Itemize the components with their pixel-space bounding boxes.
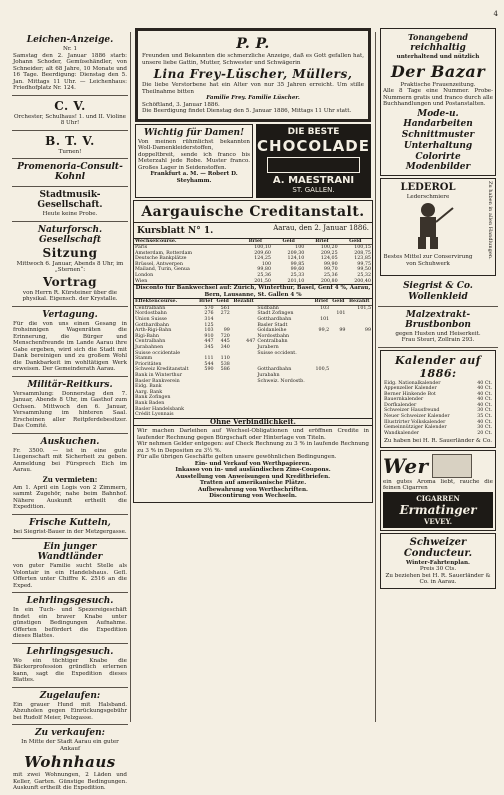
table-cell: 124,05 [320,256,338,262]
ad-heading: B. T. V. [45,133,95,148]
table-cell: 340 [220,345,230,350]
table-cell: 447 [246,339,256,345]
ad-address: Frau Steuri, Zollrain 293. [401,337,475,343]
ad-text: Bestes Mittel zur Conservirung von Schuhwerk [383,254,473,267]
ad-heading: Auskuchen. [40,436,100,447]
ad-text: Samstag den 2. Januar 1886 starb: Johann Schoder, Gemüsehändler, von Schneider; alt 68 Jahre, 10 Monate und 16 Tage. Beerdigung: Dienstag den 5. Jan. Mittags 11 Uhr. — Leichenhaus: Friedhofplatz Nr. 124. [13,52,127,91]
kalender-price: 40 Ct. [477,402,492,408]
ad-text: Praktische Frauenzeitung. [400,81,476,88]
table-cell: Basler Stadt [257,322,288,328]
table-header: Geld [332,298,345,305]
ad-text: Wo ein tüchtiger Knabe die Bäckerprofession gründlich erlernen kann, sagt die Expedition dieses Blattes. [13,657,127,683]
ad-heading: Wer [383,453,429,478]
kalender-name: Bauernkalender [384,397,424,403]
ad-text: In Mitte der Stadt Aarau ein guter Ankauf [21,739,119,752]
ad-heading: Wichtig für Damen! [143,127,245,138]
ad-text: Heute keine Probe. [42,211,98,217]
zugelaufen-notice [12,688,128,726]
table-cell: Deutsche Bankplätze [135,256,187,262]
bulletin-date: Aarau, den 2. Januar 1886. [273,223,369,232]
ad-text: In ein Tuch- und Spezereigeschäft findet ein braver Knabe unter günstigen Bedingungen Aufnahme. Offerten befördert die Expedition dieses Blattes. [13,607,127,639]
banner-text: VEVEY. [423,516,453,526]
ad-text: unterhaltend und nützlich [396,54,480,60]
kalender-price: 30 Ct. [477,425,492,431]
ermatinger-banner [383,492,493,528]
table-cell: Jurabern [257,345,279,350]
table-cell: Centralbahn [135,339,166,345]
kalender-ad [380,350,496,448]
table-cell: Stamm [135,356,153,362]
ad-text: mit zwei Wohnungen, 2 Läden und Keller, Garten. Günstige Bedingungen. Auskunft ertheilt die Expedition. [13,772,127,791]
ad-text: bei Siegrist-Bauer in der Metzgergasse. [13,528,127,535]
signers: Familie Frey. Familie Lüscher. [206,95,300,101]
table-cell: 201,10 [287,278,305,284]
table-cell: Centralbahn [135,305,166,311]
wohnhaus-notice [12,725,128,795]
table-cell: 201,50 [254,278,271,284]
kalender-name: Gemeinnütziger Kalender [384,425,447,431]
naturforsch-notice [12,222,128,307]
table-header: Geld [272,239,305,245]
lehrling-notice [12,593,128,644]
column-right [378,10,498,726]
chimney-sweep-illustration [398,200,458,250]
table-cell: 103 [320,305,330,311]
table-cell: 99,90 [323,261,338,267]
bank-services [134,425,372,502]
table-cell: 25,33 [290,273,305,279]
table-cell: Union Suisse [135,317,167,323]
ad-heading: LEDEROL [400,181,456,193]
ad-number: Nr. 1 [62,46,78,52]
table-cell: 544 [204,361,214,367]
ad-text: Am 1. April ein Logis von 2 Zimmern, sammt Zugehör, nahe beim Bahnhof. Nähere Auskunft ertheilt die Expedition. [13,484,127,510]
table-cell: 570 [204,305,214,311]
service-item: Ausstellung von Anweisungen und Kreditbriefen. [175,473,331,480]
table-cell: Bank Zofingen [135,395,171,401]
table-header: Geld [339,239,372,245]
table-cell: Bank in Winterthur [135,372,182,378]
table-cell: 200,80 [320,278,338,284]
table-cell: 447 [204,339,214,345]
kalender-price: 40 Ct. [477,380,492,386]
kalender-name: Berner Hinkende Bot [384,391,436,397]
kalender-name: Neuer Schweizer Kalender [384,414,450,420]
newspaper-page [12,10,498,791]
table-cell: 345 [204,345,214,350]
table-header: Geld [216,298,229,305]
medal-image [432,454,472,478]
deceased-name: Lina Frey-Lüscher, Müllers, [153,67,353,81]
disclaimer: Ohne Verbindlichkeit. [134,418,372,426]
stadtmusik-notice [12,187,128,222]
ad-feature: Colorirte Modenbilder [405,151,471,172]
ad-text: Ein grauer Hund mit Halsband. Abzuholen gegen Einrückungsgebühr bei Rudolf Meier, Pelzgasse. [13,701,127,721]
table-cell: Arth-Rigi-Bahn [135,328,172,334]
ad-text: Für die von uns einen Gesang in frohsinnigen Wagenräten die Erinnerung, die Bürger und Menschenfreunde im Lande Aarau ihre Gabe ergeben, wird sich die Stadt mit Dank bereinigen und zu großem Wohl die Dankbarkeit im wohltätigen Werk erweisen. Der Gemeinderath Aarau. [13,320,127,372]
table-cell: 100,20 [320,245,338,251]
kalender-price: 40 Ct. [477,391,492,397]
table-cell: 445 [220,339,230,345]
ad-heading: Zu verkaufen: [34,728,106,738]
table-cell: 25,36 [323,273,338,279]
service-item: Ein- und Verkauf von Werthpapieren. [194,460,312,467]
table-cell: Prioritäten [135,361,162,367]
ad-heading: Ein junger Wandtländer [37,542,103,562]
table-cell: 124,25 [254,256,271,262]
kutteln-notice [12,515,128,540]
creditanstalt-bulletin [133,200,373,503]
ad-text: von Herrn R. Kürsteiner über die physikal. Eigensch. der Krystalle. [22,289,118,302]
wandtlaender-notice [12,539,128,593]
brand-name: A. MAESTRANI [272,175,355,186]
kalender-price: 40 Ct. [477,419,492,425]
vertagung-notice [12,307,128,377]
table-header: Effektencourse. [134,299,197,306]
table-cell: London [135,273,154,279]
leichen-anzeige [12,32,128,96]
table-cell: Brüssel, Antwerpen [135,261,183,267]
table-cell: 110 [220,356,230,362]
table-cell: Eidg. Bank [135,384,162,390]
service-item: Inkasso von in- und ausländischen Zins-Coupons. [175,467,331,474]
ad-heading: Schweizer Conducteur. [403,536,473,559]
ad-address: Zu haben in allen Handlungen. [487,180,493,260]
table-cell: 101,5 [357,305,371,311]
table-cell: Mailand, Turin, Genua [135,267,190,273]
kalender-price: 30 Ct. [477,408,492,414]
ad-address: Zu haben bei H. R. Sauerländer & Co. [383,438,493,445]
ad-heading: Malzextrakt-Brustbonbon [405,309,471,330]
table-header: Wechselcourse. [134,239,239,245]
cigar-ad [380,450,496,531]
table-cell: 910 [204,333,214,339]
ad-subheading: Sitzung [42,245,98,260]
table-cell: Centralbahn [257,339,288,345]
ad-text: Alle 8 Tage eine Nummer. Probe-Nummern gratis und franco durch alle Buchhandlungen und Postanstalten. [383,88,493,107]
auskuchen-notice [12,434,128,515]
lederol-ad [380,178,496,276]
table-cell: 101 [336,311,346,317]
table-cell: Paris [135,245,148,251]
kalender-price: 40 Ct. [477,397,492,403]
table-cell: 99 [364,328,371,334]
table-header: Bezahlt [231,299,256,306]
table-cell: Jurabahnen [135,345,164,350]
table-cell: 99,75 [357,261,371,267]
ad-text: Mittwoch 6. Januar, Abends 8 Uhr, im „Sternen“: [16,260,124,273]
table-cell: 25,36 [257,273,271,279]
ad-text: von guter Familie sucht Stelle als Volontair in ein Handelshaus. Gefl. Offerten unter Chiffre K. 2516 an die Exped. [13,563,127,589]
kalender-price: 20 Ct. [477,430,492,436]
cv-notice [12,96,128,131]
wechsel-table [134,239,372,285]
banner-text: CIGARREN [416,493,460,503]
table-header: Brief [197,299,215,306]
table-header [256,299,312,306]
table-cell: 123,85 [354,256,371,262]
table-cell: Jurabahn [257,372,280,378]
ad-heading: Siegrist & Co. [403,280,473,291]
column-middle [133,10,373,726]
table-cell: 590 [204,367,214,373]
table-cell: Basler Handelsbank [135,406,185,412]
table-cell: 99,70 [323,267,338,273]
ad-subheading: Wohnhaus [24,753,116,771]
ad-feature: Schnittmuster [401,129,475,140]
kalender-name: Appenzeller Kalender [384,386,437,392]
death-text: Freunden und Bekannten die schmerzliche Anzeige, daß es Gott gefallen hat, unsere liebe Gattin, Mutter, Schwester und Schwägerin [142,53,364,66]
table-cell: Stadt Zofingen [257,311,294,317]
bulletin-number: Kursblatt N° 1. [137,225,214,236]
effekten-table [134,298,372,417]
ad-heading: Vertagung. [42,309,98,320]
ad-heading: Stadtmusik-Gesellschaft. [37,190,103,210]
table-cell: 209,25 [320,250,338,256]
service-item: Discontirung von Wechseln. [209,493,297,500]
table-cell: 720 [220,333,230,339]
table-cell: Nordostbahn [135,311,167,317]
table-cell: 99,2 [318,328,330,334]
table-cell: 103 [204,328,214,334]
table-cell: Gotthardbahn [135,322,169,328]
table-cell: Rigi-Bahn [135,333,159,339]
table-header-row [134,299,372,306]
table-cell: 99,85 [290,261,305,267]
ad-text: Zu beziehen bei H. R. Sauerländer & Co. in Aarau. [385,572,491,586]
ad-address: Frankfurt a. M. — Robert D. Steyhamm. [150,171,238,184]
service-text: Wir nehmen Gelder entgegen: auf Check Rechnung zu 3 % in laufende Rechnung zu 3 % in Depositen zu 3½ %. [137,441,369,454]
ad-heading: DIE BESTE [287,127,340,137]
table-cell: 99 [223,328,230,334]
lederol-text-block [383,181,473,273]
table-cell: 100 [261,261,271,267]
ad-text: Von meinen rühmlichst bekannten Woll-Damenkleiderstoffen, doppeltbreit, sende ich franco bis Meterzahl jede Robe. Muster franco. Großes Lager in Seidenstoffen. [138,138,251,171]
table-cell: 276 [204,311,214,317]
kalender-name: Dorfkalender [384,402,417,408]
death-notice [135,28,371,122]
table-cell: 124,10 [287,256,305,262]
disconto-text: Disconto für Bankwechsel auf: Zürich, Winterthur, Basel, Genf 4 %, Aarau, Bern, Lausanne, St. Gallen 4 % [135,285,371,298]
table-cell: 25,32 [357,273,371,279]
table-cell: 208,75 [354,250,371,256]
table-cell: 272 [220,311,230,317]
table-cell: Amsterdam, Rotterdam [135,250,193,256]
table-cell: Suisse occidentale [135,350,181,356]
bank-title: Aargauische Creditanstalt. [134,202,372,223]
chocolade-bar-image [267,157,359,173]
list-item [383,431,493,437]
kalender-name: Eidg. Nationalkalender [384,380,441,386]
table-cell: Suisse occident. [257,350,297,356]
bazar-title: Der Bazar [390,61,486,81]
table-cell: Gotthardbahn [257,367,292,373]
table-header: Brief [312,299,330,306]
list-item [383,414,493,420]
table-cell: 100 [295,245,305,251]
table-cell: 100,15 [354,245,371,251]
table-header: Brief [239,239,272,245]
kalender-name: Illustrirter Volkskalender [384,419,446,425]
ad-heading: reichhaltig [410,43,466,53]
siegrist-ad [378,278,498,307]
service-text: Wir machen Darleihen auf Wechsel-Obligationen und eröffnen Credite in laufender Rechnung gegen Bürgschaft oder Hinterlage von Titeln. [137,428,369,441]
ad-heading: Wollenkleid [408,291,468,302]
kalender-name: Wandkalender [384,430,419,436]
table-cell: 101 [320,317,330,323]
ad-subheading: Winter-Fahrtenplan. [406,559,470,566]
column-rule [130,32,131,722]
ad-heading: Lehrlingsgesuch. [26,646,114,657]
table-cell: 200,40 [354,278,371,284]
ad-subheading: Zu vermieten: [42,474,98,484]
banner-text: Ermatinger [399,502,477,517]
damen-ad [135,124,253,198]
ad-text: Preis 30 Cts. [419,566,457,573]
ad-subheading: Lederschmiere [406,193,450,200]
ad-heading: Promenoria-Consult-Kohnl [17,162,123,182]
cigar-header [383,453,493,479]
table-header: Bezahlt [346,299,372,306]
table-cell: Goldanleihe [257,328,287,334]
ad-heading: Zugelaufen: [39,690,101,701]
service-item: Tratten auf amerikanische Plätze. [199,480,307,487]
ad-heading: Tonangebend [408,32,468,42]
table-cell: 99 [339,328,346,334]
table-cell: 209,60 [254,250,271,256]
ad-text: Turnen! [58,148,82,155]
ad-text: ein gutes Aroma liebt, rauche die feinen Cigarren [383,478,493,492]
ad-row [135,124,371,198]
death-heading: P. P. [236,36,270,52]
kalender-list [383,381,493,437]
kalender-price: 35 Ct. [477,414,492,420]
table-cell: 209,30 [287,250,305,256]
ad-heading: Lehrlingsgesuch. [26,596,114,606]
bazar-ad [380,28,496,176]
ad-feature: Unterhaltung [403,140,473,151]
column-left [12,10,128,791]
ad-text: Orchester, Schulhaus! 1. und II. Violine 8 Uhr! [14,113,126,126]
table-cell: Schweiz. Nordostb. [257,378,305,384]
service-text: Für alle übrigen Geschäfte gelten unsere gewöhnlichen Bedingungen. [137,454,337,461]
lehrling2-notice [12,644,128,688]
death-date: Schöftland, 3. Januar 1886. [142,101,220,108]
page-number: 4 [493,10,498,18]
promenade-notice [12,159,128,187]
table-cell: 586 [220,367,230,373]
table-cell: Südbahn [257,305,279,311]
service-item: Aufbewahrung von Werthschriften. [198,486,308,493]
ad-text: Fr. 3500. — ist in eine gute Liegenschaft mit Sicherheit zu geben. Anmeldung bei Fürsprech Eich im Aarau. [13,447,127,473]
militaer-notice [12,377,128,434]
malz-ad [378,307,498,348]
table-cell: 100,5 [315,367,330,373]
brand-city: ST. GALLEN. [292,186,335,194]
table-cell: 99,50 [357,267,371,273]
table-cell: 100,10 [254,245,271,251]
table-cell: Nordostbahn [257,333,290,339]
kalender-name: Schweizer Hausfreund [384,408,440,414]
conducteur-ad [380,533,496,589]
table-cell: 125 [204,322,214,328]
table-cell: Aarg. Bank [135,389,163,395]
table-cell: 99,60 [290,267,305,273]
ad-text: gegen Husten und Heiserkeit. [395,330,481,337]
column-rule [375,32,376,722]
ad-heading: Naturforsch. Gesellschaft [37,224,103,245]
table-cell: Wien [135,278,148,284]
table-cell: 561 [220,305,230,311]
table-cell: 314 [204,317,214,323]
table-header: Brief [305,239,338,245]
ad-heading: Kalender auf 1886: [394,353,482,380]
table-cell: Bank Baden [135,400,165,406]
ad-heading: Frische Kutteln, [29,517,111,528]
ad-subheading: Vortrag [42,274,98,289]
ad-heading: Militär-Reitkurs. [27,379,113,390]
table-cell: Crédit Lyonnais [135,412,174,418]
death-text: Die liebe Verstorbene hat ein Alter von nur 35 Jahren erreicht. Um stille Theilnahme bitten [142,82,364,95]
kalender-price: 40 Ct. [477,386,492,392]
ad-heading: C. V. [54,98,86,113]
table-cell: 538 [220,361,230,367]
table-cell: 99,80 [257,267,271,273]
table-cell: Schweiz Kreditanstalt [135,367,189,373]
chocolade-ad [256,124,371,198]
btv-notice [12,131,128,160]
table-cell: 111 [204,356,214,362]
ad-feature: Mode-u. Handarbeiten [403,108,473,129]
ad-heading: CHOCOLADE [257,137,370,155]
table-cell: Basler Bankverein [135,378,180,384]
table-cell: Gotthardbahn [257,317,292,323]
ad-heading: Leichen-Anzeige. [26,35,114,45]
bulletin-header [134,224,372,239]
ad-text: Versammlung: Donnerstag den 7. Januar, Abends 8 Uhr, im Gasthof zum Ochsen. Mittwoch den 6. Januar, Versammlung im hinteren Saal. Erscheinen aller Reitpferdebesitzer. Das Comité. [13,390,127,429]
funeral-info: Die Beerdigung findet Dienstag den 5. Januar 1886, Mittags 11 Uhr statt. [142,108,352,114]
